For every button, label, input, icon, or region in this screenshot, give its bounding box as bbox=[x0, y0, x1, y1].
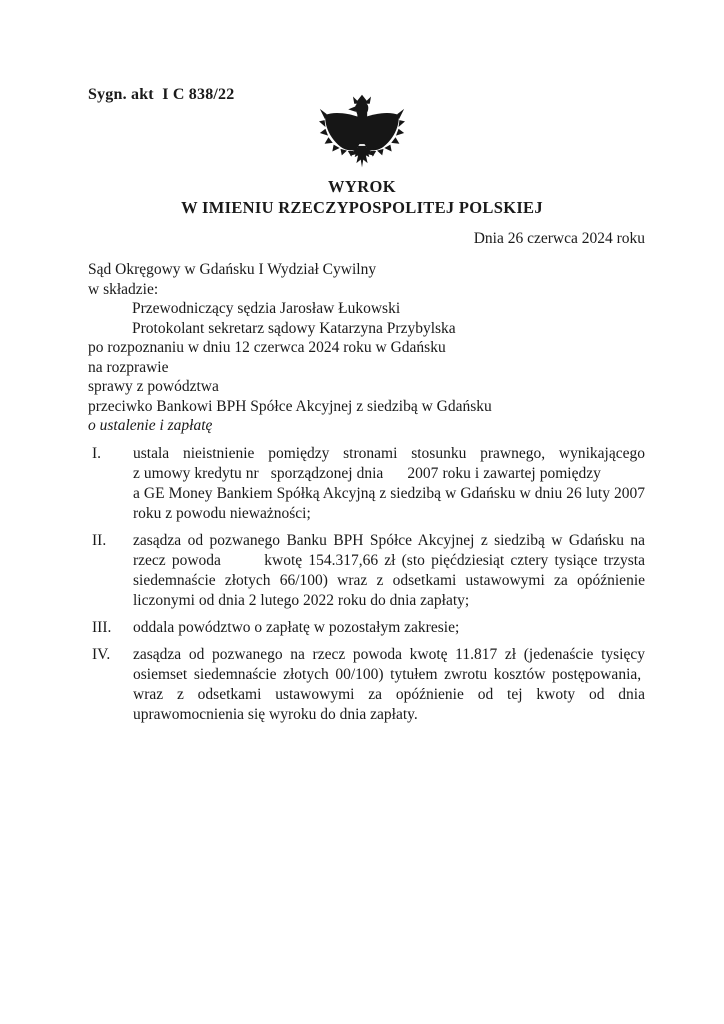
claim-origin: sprawy z powództwa bbox=[88, 378, 219, 395]
ruling-text: oddala powództwo o zapłatę w pozostałym zakresie; bbox=[133, 619, 460, 636]
ruling-item-1 bbox=[88, 444, 649, 524]
ruling-item-4 bbox=[88, 645, 649, 725]
ruling-text: ustala nieistnienie pomiędzy stronami stosunku prawnego, wynikającego z umowy kredytu nr sporządzonej dnia 2007 roku i zawartej pomiędzy a GE Money Bankiem Spółką Akcyjną z siedzibą w Gdańsku w dniu 26 luty 2007 roku z powodu nieważności; bbox=[133, 445, 649, 522]
case-subject: o ustalenie i zapłatę bbox=[88, 417, 213, 434]
document-subtitle: W IMIENIU RZECZYPOSPOLITEJ POLSKIEJ bbox=[181, 198, 543, 217]
defendant-line: przeciwko Bankowi BPH Spółce Akcyjnej z siedzibą w Gdańsku bbox=[88, 397, 492, 415]
court-name: Sąd Okręgowy w Gdańsku I Wydział Cywilny bbox=[88, 261, 377, 278]
ruling-numeral: II. bbox=[92, 532, 107, 549]
ruling-numeral: IV. bbox=[92, 646, 111, 663]
composition-label: w składzie: bbox=[88, 280, 159, 298]
polish-eagle-emblem bbox=[0, 94, 724, 172]
ruling-numeral: III. bbox=[92, 619, 112, 636]
ruling-text: zasądza od pozwanego Banku BPH Spółce Akcyjnej z siedzibą w Gdańsku na rzecz powoda kwotę 154.317,66 zł (sto pięćdziesiąt cztery tysiące trzysta siedemnaście złotych 66/100) wraz z odsetkami ustawowymi za opóźnienie liczonymi od dnia 2 lutego 2022 roku do dnia zapłaty; bbox=[133, 532, 649, 609]
ruling-item-2 bbox=[88, 531, 649, 611]
ruling-item-3 bbox=[88, 618, 645, 638]
hearing-type: na rozprawie bbox=[88, 358, 169, 376]
document-title: WYROK bbox=[328, 177, 396, 196]
hearing-info: po rozpoznaniu w dniu 12 czerwca 2024 roku w Gdańsku bbox=[88, 339, 446, 356]
court-composition-block bbox=[88, 260, 648, 436]
ruling-text: zasądza od pozwanego na rzecz powoda kwotę 11.817 zł (jedenaście tysięcy osiemset siedemnaście złotych 00/100) tytułem zwrotu kosztów postępowania, wraz z odsetkami ustawowymi za opóźnienie od tej kwoty od dnia uprawomocnienia się wyroku do dnia zapłaty. bbox=[133, 646, 649, 723]
ruling-numeral: I. bbox=[92, 445, 102, 462]
court-clerk: Protokolant sekretarz sądowy Katarzyna Przybylska bbox=[132, 319, 456, 337]
case-number: Sygn. akt I C 838/22 bbox=[88, 86, 235, 103]
rulings-list bbox=[88, 444, 649, 732]
presiding-judge: Przewodniczący sędzia Jarosław Łukowski bbox=[132, 300, 401, 317]
judgment-date: Dnia 26 czerwca 2024 roku bbox=[473, 230, 645, 247]
